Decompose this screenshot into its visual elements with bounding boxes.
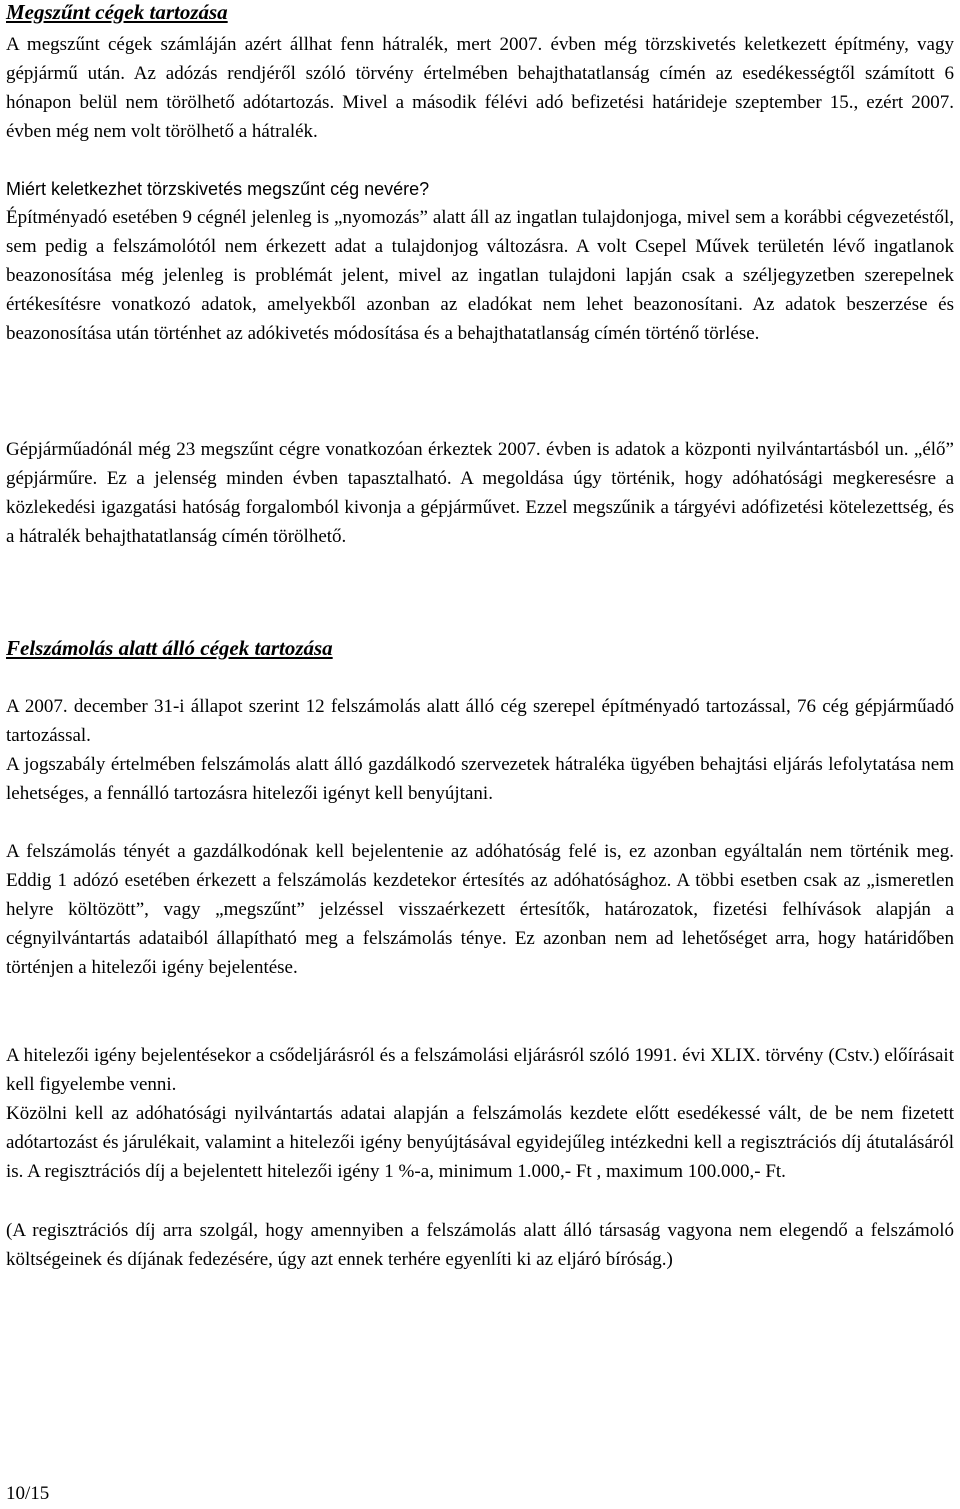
paragraph-epitmenyado: Építményadó esetében 9 cégnél jelenleg is „nyomozás” alatt áll az ingatlan tulajdonjoga, mivel sem a korábbi cégvezetéstől, sem pedig a felszámolótól nem érkezett adat a tulajdonjog változásra. A volt Csepel Művek területén lévő ingatlanok beazonosítása még jelenleg is problémát jelent, mivel az ingatlan tulajdoni lapján csak a széljegyzetben szerepelnek értékesítésre vonatkozó adatok, amelyekből azonban az eladókat nem lehet beazonosítani. Az adatok beszerzése és beazonosítása után történhet az adókivetés módosítása és a behajthatatlanság címén történő törlése.: [6, 207, 954, 344]
paragraph-question: Miért keletkezhet törzskivetés megszűnt cég nevére?: [6, 179, 430, 199]
paragraph-gepjarmuado: Gépjárműadónál még 23 megszűnt cégre vonatkozóan érkeztek 2007. évben is adatok a központi nyilvántartásból un. „élő” gépjárműre. Ez a jelenség minden évben tapasztalható. A megoldása úgy történik, hogy adóhatósági megkeresésre a közlekedési igazgatási hatóság forgalomból kivonja a gépjárművet. Ezzel megszűnik a tárgyévi adófizetési kötelezettség, és a hátralék behajthatatlanság címén törölhető.: [6, 439, 954, 547]
page-number: 10/15: [6, 1483, 50, 1504]
paragraph-allapot: A 2007. december 31-i állapot szerint 12 felszámolás alatt álló cég szerepel építményadó tartozással, 76 cég gépjárműadó tartozással.: [6, 696, 954, 746]
paragraph-bejelentes: A felszámolás tényét a gazdálkodónak kell bejelentenie az adóhatóság felé is, ez azonban egyáltalán nem történik meg. Eddig 1 adózó esetében érkezett a felszámolás kezdetekor értesítés az adóhatósághoz. A többi esetben csak az „ismeretlen helyre költözött”, vagy „megszűnt” jelzéssel visszaérkezett értesítők, határozatok, fizetési felhívások alapján a cégnyilvántartás adataiból állapítható meg a felszámolás ténye. Ez azonban nem ad lehetőséget arra, hogy határidőben történjen a hitelezői igény bejelentése.: [6, 841, 954, 978]
section-title-megszunt: Megszűnt cégek tartozása: [6, 0, 228, 24]
paragraph-regisztracios-dij: (A regisztrációs díj arra szolgál, hogy amennyiben a felszámolás alatt álló társaság vagyona nem elegendő a felszámoló költségeinek és díjának fedezésére, úgy azt ennek terhére egyenlíti ki az eljáró bíróság.): [6, 1220, 954, 1270]
paragraph-intro: A megszűnt cégek számláján azért állhat fenn hátralék, mert 2007. évben még törzskivetés keletkezett építmény, vagy gépjármű után. Az adózás rendjéről szóló törvény értelmében behajthatatlanság címén az esedékességtől számított 6 hónapon belül nem törölhető adótartozás. Mivel a második félévi adó befizetési határideje szeptember 15., ezért 2007. évben még nem volt törölhető a hátralék.: [6, 34, 954, 142]
paragraph-kozolni: Közölni kell az adóhatósági nyilvántartás adatai alapján a felszámolás kezdete előtt esedékessé vált, de be nem fizetett adótartozást és járulékait, valamint a hitelezői igény benyújtásával egyidejűleg intézkedni kell a regisztrációs díj átutalásáról is. A regisztrációs díj a bejelentett hitelezői igény 1 %-a, minimum 1.000,- Ft , maximum 100.000,- Ft.: [6, 1103, 954, 1182]
paragraph-cstv: A hitelezői igény bejelentésekor a csődeljárásról és a felszámolási eljárásról szóló 1991. évi XLIX. törvény (Cstv.) előírásait kell figyelembe venni.: [6, 1045, 954, 1095]
paragraph-jogszabaly: A jogszabály értelmében felszámolás alatt álló gazdálkodó szervezetek hátraléka ügyében behajtási eljárás lefolytatása nem lehetséges, a fennálló tartozásra hitelezői igényt kell benyújtani.: [6, 754, 954, 804]
section-title-felszamolas: Felszámolás alatt álló cégek tartozása: [6, 636, 333, 660]
